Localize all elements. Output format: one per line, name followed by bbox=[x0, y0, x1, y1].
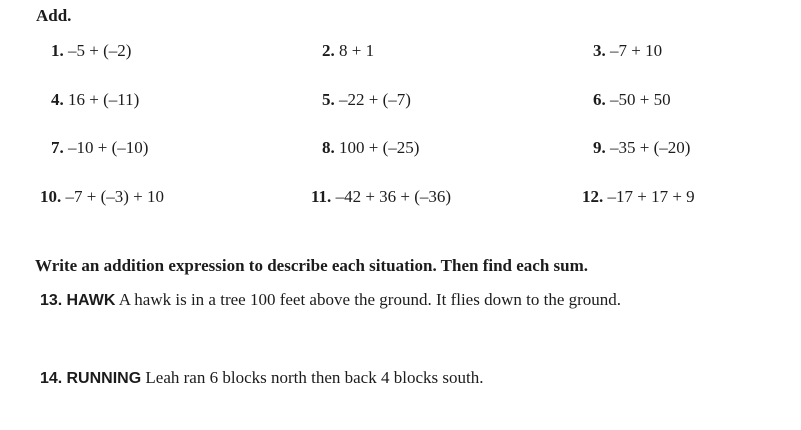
problem-expression: –42 + 36 + (–36) bbox=[335, 187, 452, 206]
problem-7 bbox=[51, 138, 148, 158]
problem-text: A hawk is in a tree 100 feet above the ground. It flies down to the ground. bbox=[118, 290, 622, 309]
problem-11 bbox=[311, 187, 451, 207]
problem-expression: –35 + (–20) bbox=[610, 138, 691, 157]
problem-4 bbox=[51, 90, 139, 110]
problem-5 bbox=[322, 90, 411, 110]
word-problem-13 bbox=[40, 290, 621, 310]
problem-expression: –5 + (–2) bbox=[68, 41, 132, 60]
problem-12 bbox=[582, 187, 695, 207]
problem-expression: –10 + (–10) bbox=[68, 138, 149, 157]
problem-10 bbox=[40, 187, 164, 207]
problem-2 bbox=[322, 41, 374, 61]
problem-expression: –22 + (–7) bbox=[339, 90, 411, 109]
section-heading-add: Add. bbox=[36, 6, 72, 25]
problem-8 bbox=[322, 138, 419, 158]
problem-6 bbox=[593, 90, 671, 110]
problem-number: 8. bbox=[322, 138, 335, 157]
problem-number: 4. bbox=[51, 90, 64, 109]
problem-number: 10. bbox=[40, 187, 62, 206]
problem-expression: –50 + 50 bbox=[610, 90, 671, 109]
problem-number: 5. bbox=[322, 90, 335, 109]
section-heading-word-problems: Write an addition expression to describe each situation. Then find each sum. bbox=[35, 256, 589, 275]
word-problem-14 bbox=[40, 368, 483, 388]
problem-expression: 8 + 1 bbox=[339, 41, 375, 60]
problem-number: 14. bbox=[40, 370, 63, 387]
problem-number: 6. bbox=[593, 90, 606, 109]
problem-9 bbox=[593, 138, 690, 158]
problem-number: 3. bbox=[593, 41, 606, 60]
problem-expression: –7 + (–3) + 10 bbox=[65, 187, 164, 206]
problem-text: Leah ran 6 blocks north then back 4 blocks south. bbox=[145, 368, 484, 387]
problem-3 bbox=[593, 41, 662, 61]
problem-expression: –17 + 17 + 9 bbox=[607, 187, 695, 206]
problem-number: 11. bbox=[311, 187, 332, 206]
problem-expression: 100 + (–25) bbox=[339, 138, 420, 157]
problem-title: HAWK bbox=[66, 292, 116, 309]
problem-title: RUNNING bbox=[66, 370, 142, 387]
problem-expression: –7 + 10 bbox=[610, 41, 663, 60]
problem-number: 9. bbox=[593, 138, 606, 157]
problem-1 bbox=[51, 41, 131, 61]
problem-number: 2. bbox=[322, 41, 335, 60]
problem-number: 13. bbox=[40, 292, 63, 309]
problem-number: 1. bbox=[51, 41, 64, 60]
problem-number: 7. bbox=[51, 138, 64, 157]
problem-number: 12. bbox=[582, 187, 604, 206]
problem-expression: 16 + (–11) bbox=[68, 90, 140, 109]
